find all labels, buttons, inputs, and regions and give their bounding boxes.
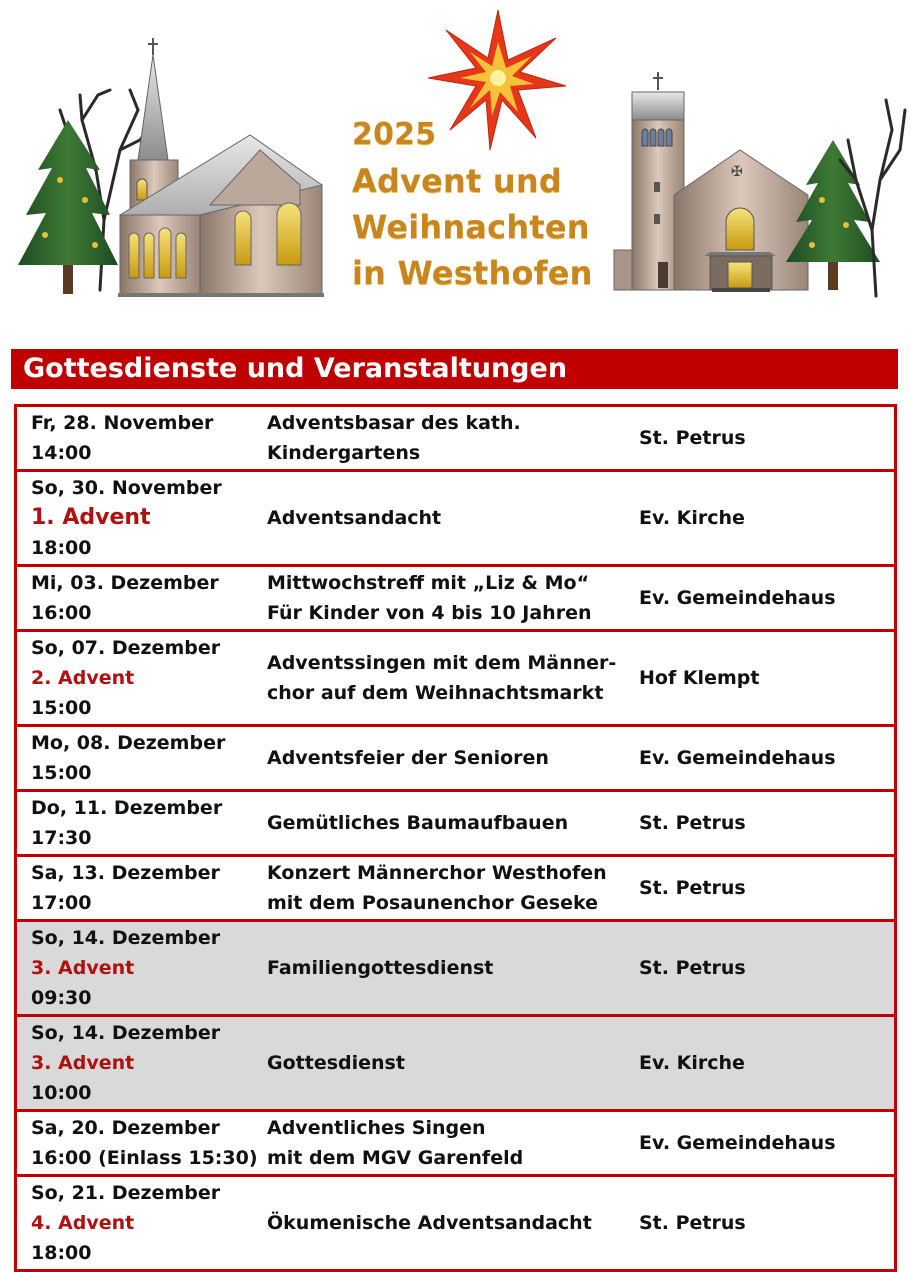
event-title-line-2: mit dem MGV Garenfeld [267,1147,524,1169]
event-date: So, 14. Dezember [31,927,221,949]
event-place-cell [639,1112,836,1174]
title-line-3: in Westhofen [352,254,593,292]
event-title-line-1: Adventsbasar des kath. [267,412,521,434]
event-title-line-1: Familiengottesdienst [267,957,494,979]
event-title-cell [267,1017,405,1109]
church-right-icon [614,72,808,292]
section-banner: Gottesdienste und Veranstaltungen [11,349,898,389]
event-row [17,724,894,789]
event-time: 18:00 [31,537,92,559]
event-title-line-1: Ökumenische Adventsandacht [267,1212,592,1234]
event-date: Fr, 28. November [31,412,214,434]
event-row [17,629,894,724]
svg-text:✠: ✠ [731,164,743,180]
event-row [17,1174,894,1269]
page-title [352,112,593,296]
event-time: 14:00 [31,442,92,464]
event-row [17,564,894,629]
event-date-cell [31,567,219,629]
header [0,0,911,330]
event-date-cell [31,727,225,789]
title-year: 2025 [352,117,437,152]
event-date: Mo, 08. Dezember [31,732,226,754]
events-table [14,404,897,1272]
title-line-2: Weihnachten [352,208,590,246]
event-place: Ev. Gemeindehaus [639,747,836,769]
event-title-line-1: Adventliches Singen [267,1117,486,1139]
event-place: St. Petrus [639,877,746,899]
event-date-cell [31,922,220,1014]
event-date-cell [31,1177,220,1269]
event-time: 16:00 (Einlass 15:30) [31,1147,258,1169]
event-date-cell [31,1017,220,1109]
event-time: 09:30 [31,987,92,1009]
event-date: So, 14. Dezember [31,1022,221,1044]
event-title-cell [267,632,616,724]
event-title-cell [267,922,493,1014]
event-title-cell [267,792,568,854]
event-time: 17:30 [31,827,92,849]
event-place: St. Petrus [639,1212,746,1234]
event-title-cell [267,857,607,919]
event-title-cell [267,727,549,789]
event-date: So, 07. Dezember [31,637,221,659]
advent-label: 2. Advent [31,667,135,689]
event-date-cell [31,472,222,564]
event-title-cell [267,567,591,629]
event-place: Hof Klempt [639,667,760,689]
event-time: 17:00 [31,892,92,914]
event-row [17,854,894,919]
event-place: St. Petrus [639,812,746,834]
event-time: 18:00 [31,1242,92,1264]
event-date: Do, 11. Dezember [31,797,223,819]
advent-label: 4. Advent [31,1212,135,1234]
event-title-cell [267,1177,592,1269]
event-title-line-2: Kindergartens [267,442,421,464]
event-time: 10:00 [31,1082,92,1104]
church-left-icon [118,38,324,297]
event-row [17,789,894,854]
event-title-line-1: Adventsfeier der Senioren [267,747,549,769]
fir-tree-left-icon [18,120,118,294]
event-date-cell [31,1112,258,1174]
event-place-cell [639,857,746,919]
event-title-line-2: chor auf dem Weihnachtsmarkt [267,682,604,704]
event-title-cell [267,1112,523,1174]
event-title-line-2: Für Kinder von 4 bis 10 Jahren [267,602,592,624]
event-place-cell [639,1177,746,1269]
event-place-cell [639,567,836,629]
event-title-cell [267,472,441,564]
event-title-line-1: Konzert Männerchor Westhofen [267,862,607,884]
advent-label: 3. Advent [31,957,135,979]
event-row [17,919,894,1014]
event-date: Sa, 20. Dezember [31,1117,220,1139]
event-date: Sa, 13. Dezember [31,862,220,884]
event-title-line-1: Adventsandacht [267,507,442,529]
event-place-cell [639,792,746,854]
event-date-cell [31,407,213,469]
event-place: Ev. Gemeindehaus [639,1132,836,1154]
advent-label: 1. Advent [31,505,151,530]
event-title-line-2: mit dem Posaunenchor Geseke [267,892,598,914]
event-row [17,1014,894,1109]
event-place-cell [639,472,745,564]
event-place: Ev. Kirche [639,507,745,529]
event-time: 15:00 [31,762,92,784]
event-title-cell [267,407,521,469]
event-place: St. Petrus [639,427,746,449]
event-place-cell [639,632,759,724]
event-date: So, 21. Dezember [31,1182,221,1204]
event-time: 15:00 [31,697,92,719]
event-date: Mi, 03. Dezember [31,572,219,594]
event-place-cell [639,922,746,1014]
event-date-cell [31,792,222,854]
event-date-cell [31,857,220,919]
event-title-line-1: Adventssingen mit dem Männer- [267,652,617,674]
event-place: Ev. Gemeindehaus [639,587,836,609]
event-title-line-1: Mittwochstreff mit „Liz & Mo“ [267,572,590,594]
event-row [17,469,894,564]
event-place-cell [639,407,746,469]
event-title-line-1: Gemütliches Baumaufbauen [267,812,569,834]
event-row [17,407,894,469]
event-date: So, 30. November [31,477,222,499]
event-place: St. Petrus [639,957,746,979]
event-date-cell [31,632,220,724]
event-place: Ev. Kirche [639,1052,745,1074]
title-line-1: Advent und [352,162,562,200]
event-title-line-1: Gottesdienst [267,1052,405,1074]
advent-label: 3. Advent [31,1052,135,1074]
event-place-cell [639,727,836,789]
event-time: 16:00 [31,602,92,624]
event-place-cell [639,1017,745,1109]
event-row [17,1109,894,1174]
